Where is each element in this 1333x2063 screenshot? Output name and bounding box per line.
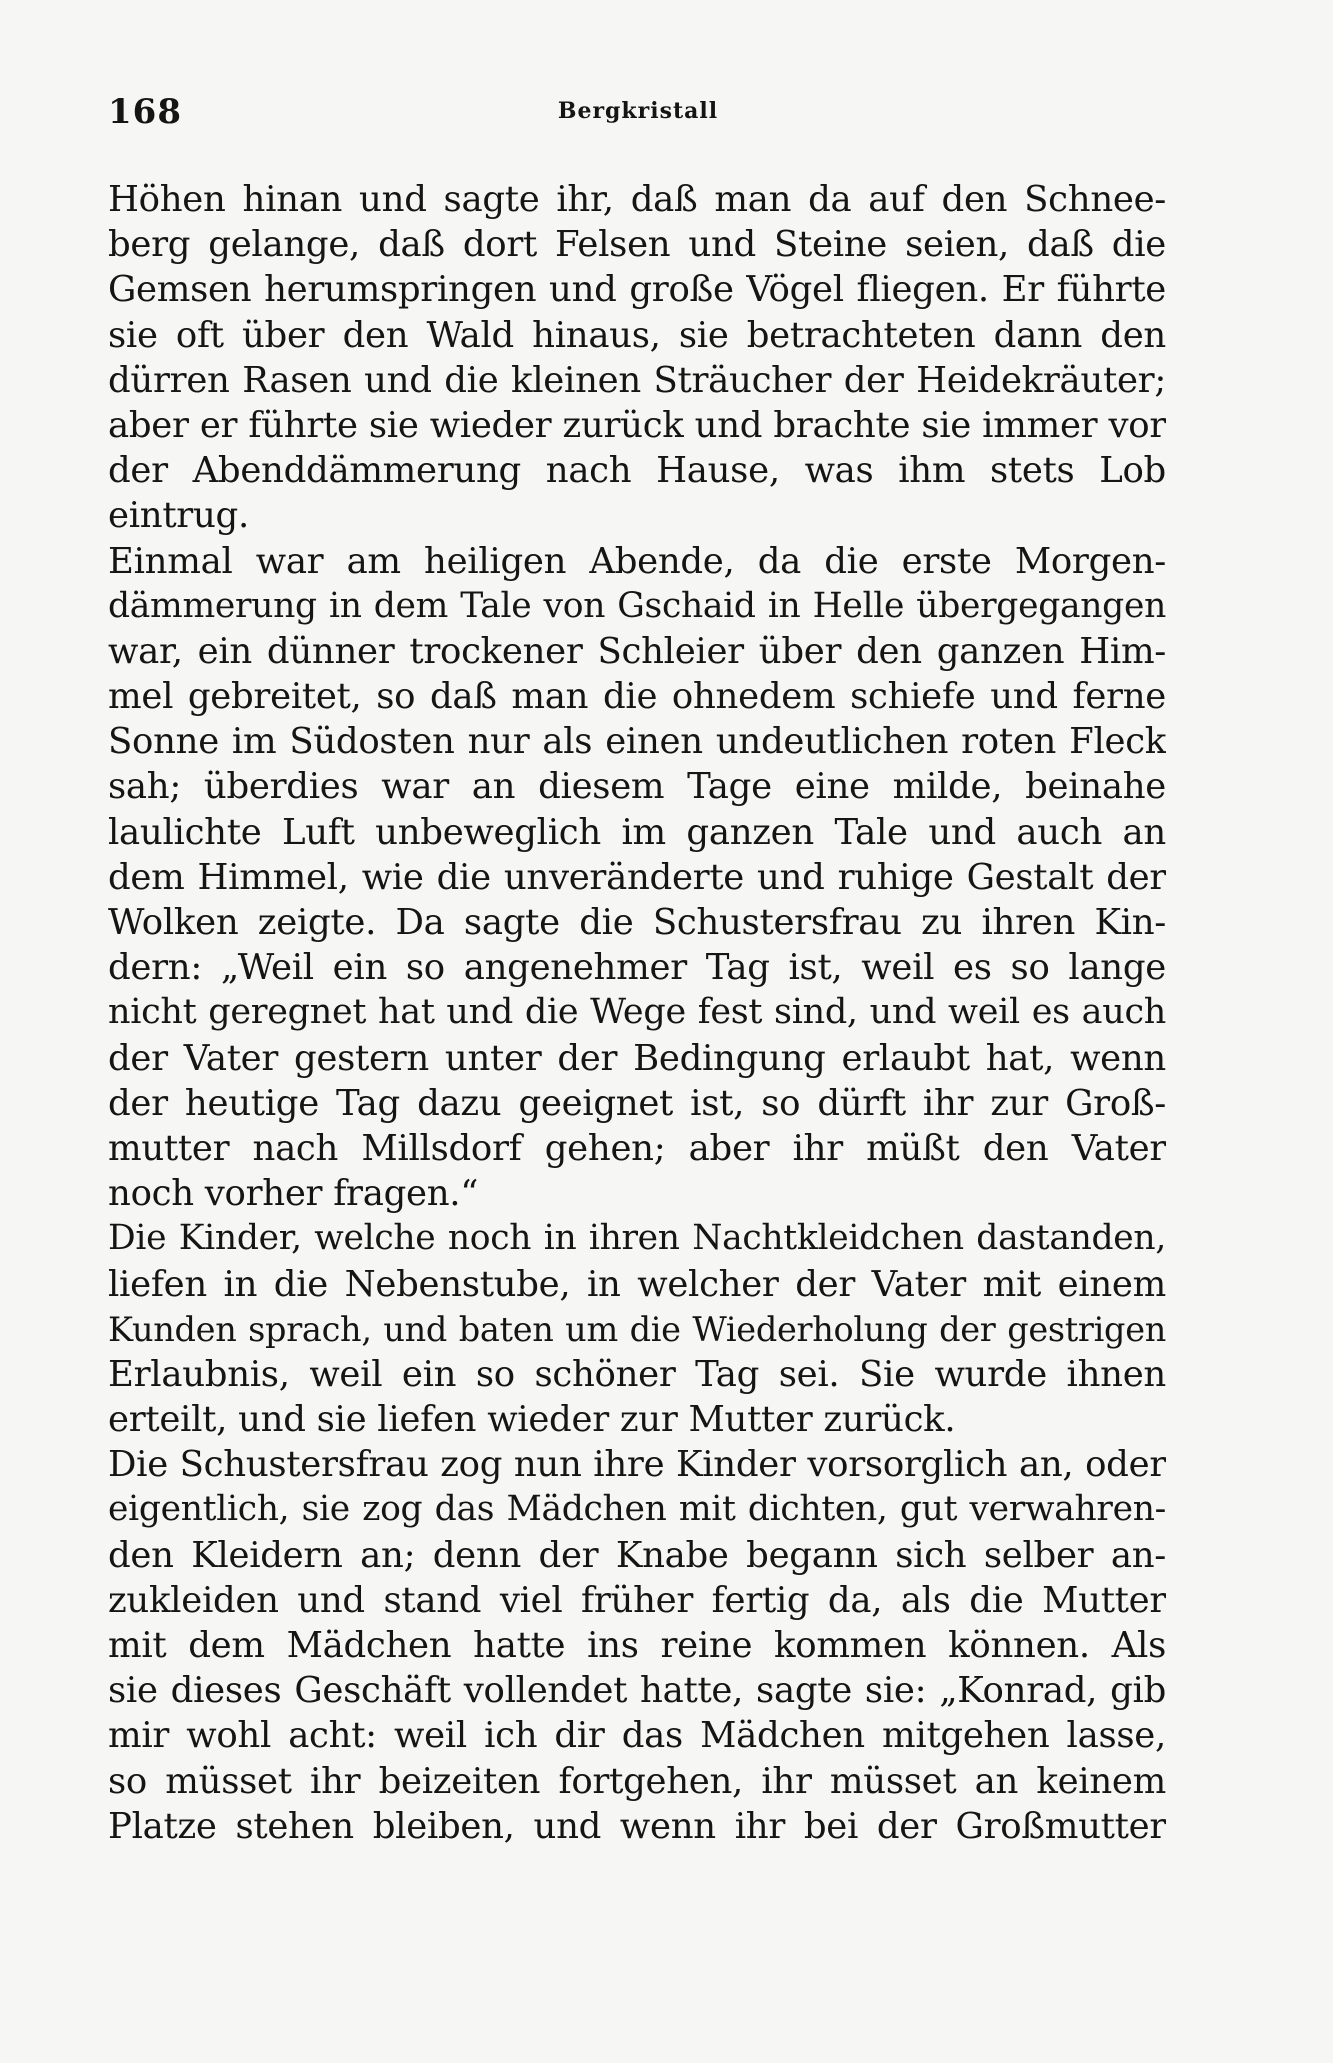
text-line: der heutige Tag dazu geeignet ist, so dürft ihr zur Groß-	[108, 1082, 1166, 1124]
text-line: Platze stehen bleiben, und wenn ihr bei der Großmutter	[108, 1805, 1166, 1847]
text-line: erteilt, und sie liefen wieder zur Mutter zurück.	[108, 1399, 956, 1441]
text-line: war, ein dünner trockener Schleier über den ganzen Him-	[108, 630, 1166, 672]
text-line: Erlaubnis, weil ein so schöner Tag sei. Sie wurde ihnen	[108, 1353, 1166, 1395]
text-line: zukleiden und stand viel früher fertig da, als die Mutter	[108, 1579, 1166, 1621]
text-line: sah; überdies war an diesem Tage eine milde, beinahe	[108, 766, 1166, 808]
text-line: Höhen hinan und sagte ihr, daß man da auf den Schnee-	[108, 179, 1166, 220]
text-line: Sonne im Südosten nur als einen undeutlichen roten Fleck	[108, 721, 1166, 763]
text-line: Einmal war am heiligen Abende, da die erste Morgen-	[108, 540, 1166, 582]
paragraph	[108, 177, 1166, 539]
body-text	[108, 177, 1166, 1849]
text-line: liefen in die Nebenstube, in welcher der Vater mit einem	[108, 1263, 1166, 1305]
paragraph	[108, 539, 1166, 1217]
text-line: Gemsen herumspringen und große Vögel fliegen. Er führte	[108, 269, 1166, 311]
text-line: nicht geregnet hat und die Wege fest sind, und weil es auch	[108, 992, 1166, 1033]
text-line: dämmerung in dem Tale von Gschaid in Helle übergegangen	[108, 585, 1166, 626]
running-title: Bergkristall	[557, 98, 719, 124]
text-line: mel gebreitet, so daß man die ohnedem schiefe und ferne	[108, 676, 1166, 718]
text-line: mir wohl acht: weil ich dir das Mädchen mitgehen lasse,	[108, 1715, 1166, 1757]
text-line: der Vater gestern unter der Bedingung erlaubt hat, wenn	[108, 1037, 1166, 1079]
text-line: Die Kinder, welche noch in ihren Nachtkleidchen dastanden,	[108, 1218, 1166, 1259]
text-line: den Kleidern an; denn der Knabe begann sich selber an-	[108, 1534, 1166, 1576]
text-line: aber er führte sie wieder zurück und brachte sie immer vor	[108, 404, 1166, 446]
running-head	[108, 92, 1168, 132]
text-line: Die Schustersfrau zog nun ihre Kinder vorsorglich an, oder	[108, 1444, 1166, 1486]
text-line: so müsset ihr beizeiten fortgehen, ihr müsset an keinem	[108, 1760, 1166, 1802]
text-line: der Abenddämmerung nach Hause, was ihm stets Lob	[108, 450, 1166, 492]
text-line: Wolken zeigte. Da sagte die Schustersfrau zu ihren Kin-	[108, 902, 1166, 943]
text-line: Kunden sprach, und baten um die Wiederholung der gestrigen	[108, 1309, 1166, 1349]
text-line: eintrug.	[108, 495, 249, 537]
text-line: mutter nach Millsdorf gehen; aber ihr müßt den Vater	[108, 1127, 1166, 1169]
text-line: sie oft über den Wald hinaus, sie betrachteten dann den	[108, 314, 1166, 356]
paragraph	[108, 1216, 1166, 1442]
text-line: sie dieses Geschäft vollendet hatte, sagte sie: „Konrad, gib	[108, 1670, 1166, 1712]
text-line: dem Himmel, wie die unveränderte und ruhige Gestalt der	[108, 856, 1166, 898]
text-line: dern: „Weil ein so angenehmer Tag ist, weil es so lange	[108, 947, 1166, 989]
page-number: 168	[108, 92, 182, 132]
text-line: mit dem Mädchen hatte ins reine kommen können. Als	[108, 1625, 1166, 1666]
text-line: eigentlich, sie zog das Mädchen mit dichten, gut verwahren-	[108, 1489, 1166, 1530]
text-line: noch vorher fragen.“	[108, 1173, 479, 1215]
paragraph	[108, 1442, 1166, 1849]
text-line: berg gelange, daß dort Felsen und Steine seien, daß die	[108, 224, 1166, 266]
text-line: dürren Rasen und die kleinen Sträucher der Heidekräuter;	[108, 359, 1166, 401]
text-line: laulichte Luft unbeweglich im ganzen Tale und auch an	[108, 811, 1166, 853]
